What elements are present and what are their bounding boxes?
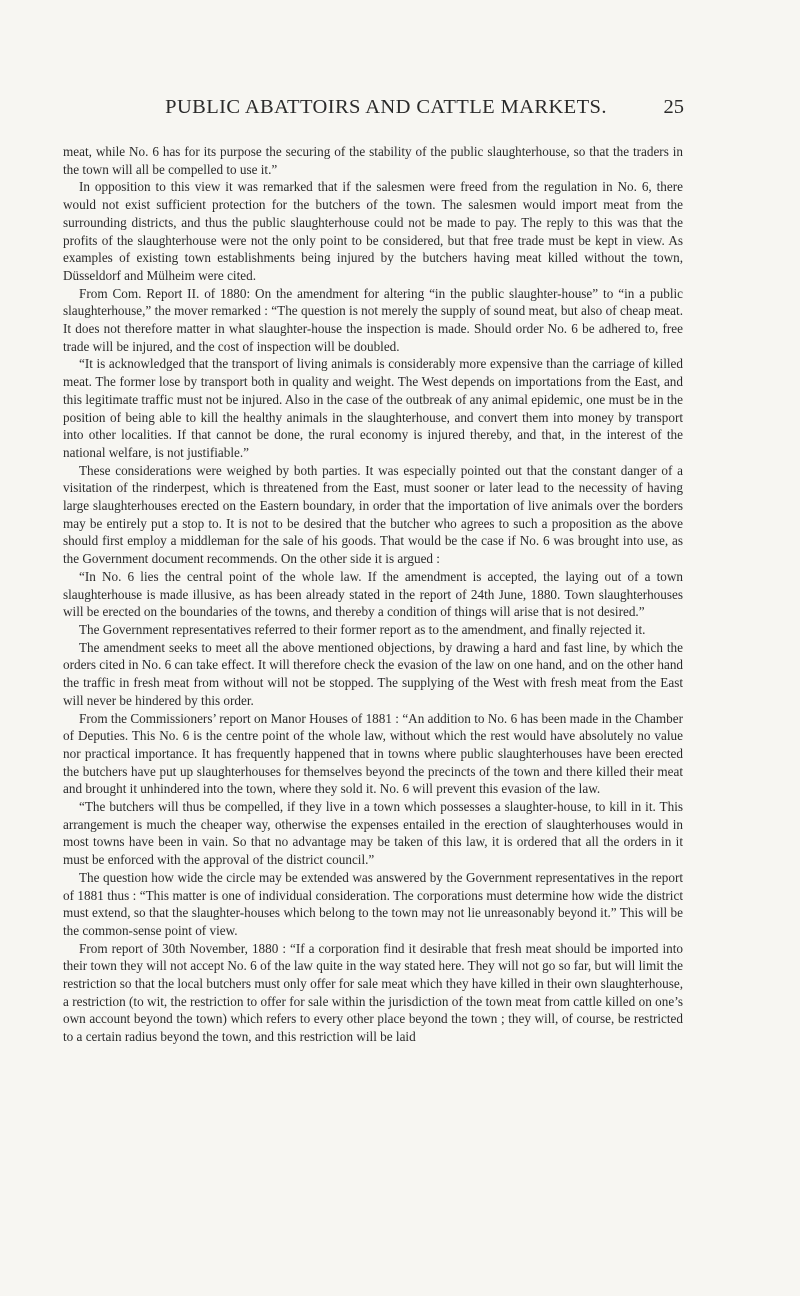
running-title: PUBLIC ABATTOIRS AND CATTLE MARKETS. — [165, 96, 607, 118]
paragraph: The Government representatives referred to their former report as to the amendment, and finally rejected it. — [79, 621, 646, 637]
page-header — [88, 96, 684, 126]
paragraph: The amendment seeks to meet all the above mentioned objections, by drawing a hard and fast line, by which the orders cited in No. 6 can take effect. It will therefore check the evasion of the law on one hand, and on the other hand the traffic in fresh meat from without will not be stopped. The supplying of the West with fresh meat from the East will never be hindered by this order. — [63, 639, 683, 708]
paragraph: “It is acknowledged that the transport of living animals is considerably more expensive than the carriage of killed meat. The former lose by transport both in quality and weight. The West depends on importations from the East, and this legitimate traffic must not be injured. Also in the case of the outbreak of any animal epidemic, one must be in the position of being able to kill the healthy animals in the slaughterhouse, and convert them into money by transport into other localities. If that cannot be done, the rural economy is injured thereby, and that, in the interest of the national welfare, is not justifiable.” — [63, 356, 683, 460]
paragraph: From report of 30th November, 1880 : “If a corporation find it desirable that fresh meat should be imported into their town they will not accept No. 6 of the law quite in the way stated here. They will not go so far, but will limit the restriction so that the local butchers must only offer for sale meat which they have killed in their own slaughterhouse, a restriction (to wit, the restriction to offer for sale within the jurisdiction of the town meat from cattle killed on one’s own account beyond the town) which refers to every other place beyond the town ; they will, of course, be restricted to a certain radius beyond the town, and this restriction will be laid — [63, 940, 683, 1045]
page-number: 25 — [663, 96, 684, 118]
paragraph: “The butchers will thus be compelled, if they live in a town which possesses a slaughter-house, to kill in it. This arrangement is much the cheaper way, otherwise the expenses entailed in the erection of slaughterhouses would in most towns have been in vain. So that no advantage may be taken of this law, it is ordered that all the orders in it must be enforced with the approval of the district council.” — [63, 799, 683, 868]
paragraph: In opposition to this view it was remarked that if the salesmen were freed from the regulation in No. 6, there would not exist sufficient protection for the butchers of the town. The salesmen would import meat from the surrounding districts, and thus the public slaughterhouse could not be made to pay. The reply to this was that the profits of the slaughterhouse were not the only point to be considered, but that free trade must be kept in view. As examples of existing town establishments being injured by the butchers having meat killed without the town, Düsseldorf and Mülheim were cited. — [63, 179, 683, 283]
paragraph: meat, while No. 6 has for its purpose the securing of the stability of the public slaughterhouse, so that the traders in the town will all be compelled to use it.” — [63, 144, 683, 177]
paragraph: These considerations were weighed by both parties. It was especially pointed out that the constant danger of a visitation of the rinderpest, which is threatened from the East, must sooner or later lead to the necessity of having large slaughterhouses erected on the Eastern boundary, in order that the importation of live animals over the borders may be entirely put a stop to. It is not to be desired that the butcher who agrees to such a proposition as the above should first employ a middleman for the sale of his goods. That would be the case if No. 6 was brought into use, as the Government document recommends. On the other side it is argued : — [63, 462, 683, 567]
paragraph: From the Commissioners’ report on Manor Houses of 1881 : “An addition to No. 6 has been made in the Chamber of Deputies. This No. 6 is the centre point of the whole law, without which the rest would have absolutely no value nor practical importance. It has frequently happened that in towns where public slaughterhouses have been erected the butchers have put up slaughterhouses for themselves beyond the precincts of the town and there killed their meat and brought it unhindered into the town, where they sold it. No. 6 will prevent this evasion of the law. — [63, 710, 683, 797]
paragraph: The question how wide the circle may be extended was answered by the Government representatives in the report of 1881 thus : “This matter is one of individual consideration. The corporations must determine how wide the district must extend, so that the slaughter-houses which belong to the town may not lie unreasonably beyond it.” This will be the common-sense point of view. — [63, 869, 683, 938]
paragraph: From Com. Report II. of 1880: On the amendment for altering “in the public slaughter-house” to “in a public slaughterhouse,” the mover remarked : “The question is not merely the supply of sound meat, but also of cheap meat. It does not therefore matter in what slaughter-house the inspection is made. Should order No. 6 be adhered to, free trade will be injured, and the cost of inspection will be doubled. — [63, 285, 683, 354]
paragraph: “In No. 6 lies the central point of the whole law. If the amendment is accepted, the laying out of a town slaughterhouse is made illusive, as has been already stated in the report of 24th June, 1880. Town slaughterhouses will be erected on the boundaries of the towns, and thereby a condition of things will arise that is not desired.” — [63, 568, 683, 620]
body-text — [63, 143, 683, 1046]
